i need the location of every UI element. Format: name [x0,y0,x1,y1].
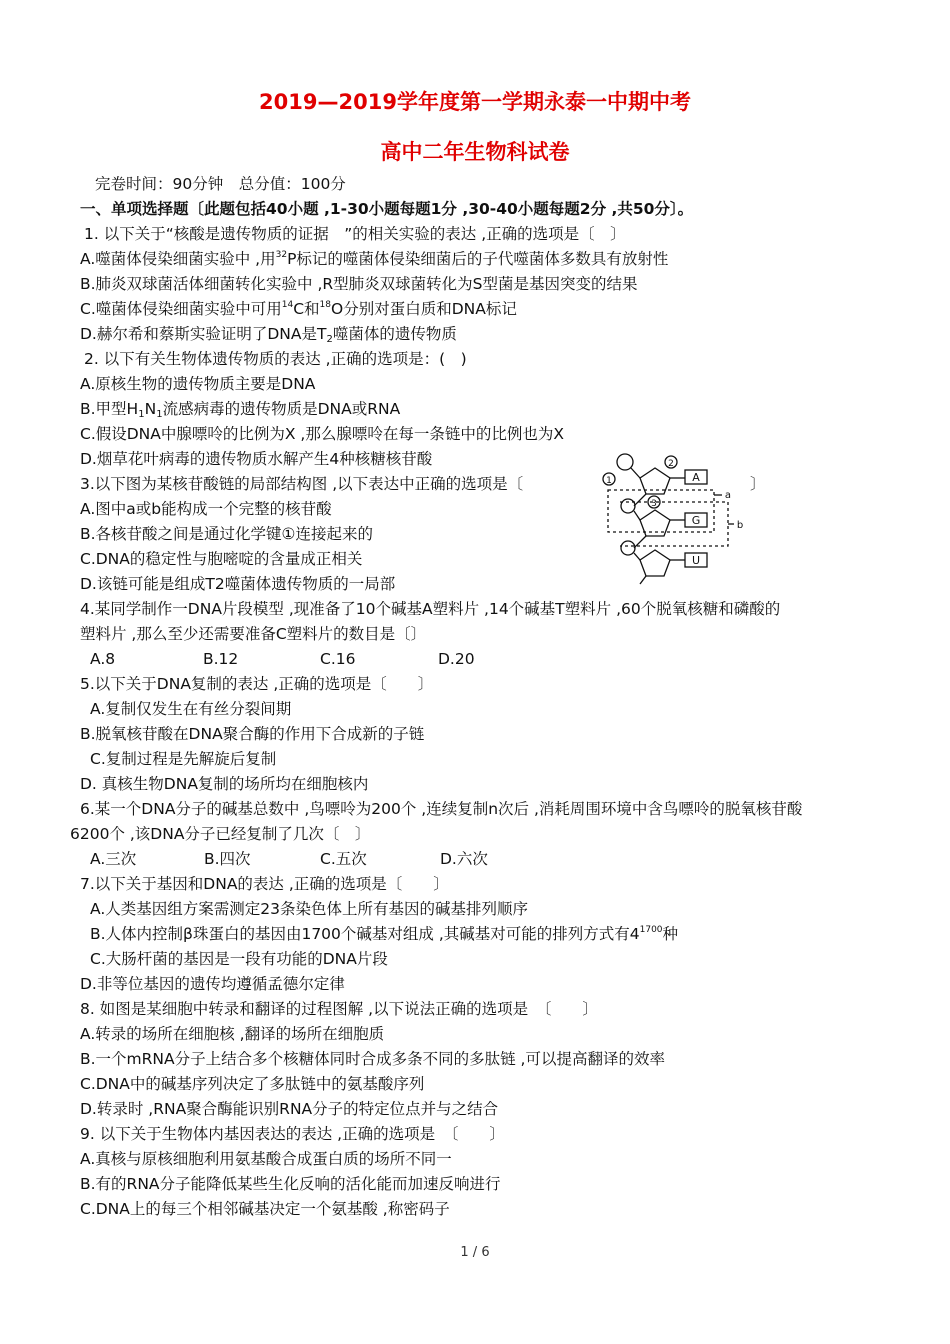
q2-option-a: A.原核生物的遗传物质主要是DNA [80,375,316,393]
q5-option-d: D. 真核生物DNA复制的场所均在细胞核内 [80,775,369,793]
nucleotide-chain-diagram [600,450,750,590]
q4-option-b: B.12 [203,650,239,668]
q4-stem-line1: 4.某同学制作一DNA片段模型 ,现准备了10个碱基A塑料片 ,14个碱基T塑料片 ,60个脱氧核糖和磷酸的 [80,600,781,618]
q3-option-b: B.各核苷酸之间是通过化学键①连接起来的 [80,525,373,543]
q3-stem: 3.以下图为某核苷酸链的局部结构图 ,以下表达中正确的选项是〔 [80,475,524,493]
q4-option-c: C.16 [320,650,356,668]
exam-meta: 完卷时间：90分钟 总分值：100分 [95,175,346,193]
q4-option-a: A.8 [90,650,116,668]
svg-text:2: 2 [668,459,674,469]
q2-option-c: C.假设DNA中腺嘌呤的比例为X ,那么腺嘌呤在每一条链中的比例也为X [80,425,564,443]
q1-option-c: C.噬菌体侵染细菌实验中可用$^{14}$C和$^{18}$O分别对蛋白质和DNA标记 [80,300,517,318]
bracket-label-b: b [736,520,744,531]
q6-option-a: A.三次 [90,850,137,868]
q7-option-b: B.人体内控制β珠蛋白的基因由1700个碱基对组成 ,其碱基对可能的排列方式有$4^{1700}$种 [90,925,679,943]
q5-option-b: B.脱氧核苷酸在DNA聚合酶的作用下合成新的子链 [80,725,425,743]
q8-option-d: D.转录时 ,RNA聚合酶能识别RNA分子的特定位点并与之结合 [80,1100,499,1118]
q5-option-a: A.复制仅发生在有丝分裂间期 [90,700,292,718]
q3-option-c: C.DNA的稳定性与胞嘧啶的含量成正相关 [80,550,363,568]
q7-option-c: C.大肠杆菌的基因是一段有功能的DNA片段 [90,950,388,968]
q2-stem: 2. 以下有关生物体遗传物质的表达 ,正确的选项是：( ) [84,350,467,368]
base-label-a: A [692,471,700,484]
exam-title: 2019—2019学年度第一学期永泰一中期中考 [259,90,691,114]
q1-option-a: A.噬菌体侵染细菌实验中 ,用$^{32}$P标记的噬菌体侵染细菌后的子代噬菌体多数具有放射性 [80,250,669,268]
svg-text:3: 3 [651,499,657,509]
svg-text:1: 1 [606,476,612,486]
q7-option-a: A.人类基因组方案需测定23条染色体上所有基因的碱基排列顺序 [90,900,528,918]
q2-option-b: B.甲型$H_1N_1$流感病毒的遗传物质是DNA或RNA [80,400,401,420]
q9-option-b: B.有的RNA分子能降低某些生化反响的活化能而加速反响进行 [80,1175,501,1193]
q7-option-d: D.非等位基因的遗传均遵循孟德尔定律 [80,975,345,993]
q7-stem: 7.以下关于基因和DNA的表达 ,正确的选项是〔 〕 [80,875,449,893]
q3-option-a: A.图中a或b能构成一个完整的核苷酸 [80,500,332,518]
q8-stem: 8. 如图是某细胞中转录和翻译的过程图解 ,以下说法正确的选项是 〔 〕 [80,1000,598,1018]
q1-option-d: D.赫尔希和蔡斯实验证明了DNA是$T_2$噬菌体的遗传物质 [80,325,457,345]
section-heading: 一、单项选择题〔此题包括40小题 ,1-30小题每题1分 ,30-40小题每题2分 ,共50分〕。 [80,200,694,218]
q2-option-d: D.烟草花叶病毒的遗传物质水解产生4种核糖核苷酸 [80,450,433,468]
q5-stem: 5.以下关于DNA复制的表达 ,正确的选项是〔 〕 [80,675,434,693]
base-label-g: G [691,514,701,527]
page-number: 1 / 6 [460,1245,490,1260]
q1-stem: 1. 以下关于“核酸是遗传物质的证据 ”的相关实验的表达 ,正确的选项是〔 〕 [84,225,626,243]
q9-option-c: C.DNA上的每三个相邻碱基决定一个氨基酸 ,称密码子 [80,1200,450,1218]
q6-option-b: B.四次 [204,850,251,868]
q6-stem-line1: 6.某一个DNA分子的碱基总数中 ,鸟嘌呤为200个 ,连续复制n次后 ,消耗周围环境中含鸟嘌呤的脱氧核苷酸 [80,800,803,818]
q5-option-c: C.复制过程是先解旋后复制 [90,750,277,768]
base-label-u: U [691,554,701,567]
q3-stem-close: 〕 [750,475,766,493]
bracket-label-a: a [724,490,732,501]
phosphate-circle [621,499,635,513]
q6-option-c: C.五次 [320,850,367,868]
q8-option-a: A.转录的场所在细胞核 ,翻译的场所在细胞质 [80,1025,385,1043]
bracket-b [620,502,728,546]
sugar-pentagon [640,550,670,576]
q1-option-b: B.肺炎双球菌活体细菌转化实验中 ,R型肺炎双球菌转化为S型菌是基因突变的结果 [80,275,638,293]
q8-option-c: C.DNA中的碱基序列决定了多肽链中的氨基酸序列 [80,1075,425,1093]
q4-stem-line2: 塑料片 ,那么至少还需要准备C塑料片的数目是〔〕 [80,625,427,643]
q6-stem-line2: 6200个 ,该DNA分子已经复制了几次〔 〕 [70,825,371,843]
q3-option-d: D.该链可能是组成T2噬菌体遗传物质的一局部 [80,575,396,593]
exam-subtitle: 高中二年生物科试卷 [380,140,570,164]
q9-option-a: A.真核与原核细胞利用氨基酸合成蛋白质的场所不同一 [80,1150,452,1168]
q8-option-b: B.一个mRNA分子上结合多个核糖体同时合成多条不同的多肽链 ,可以提高翻译的效率 [80,1050,665,1068]
q4-option-d: D.20 [438,650,475,668]
q4-options [90,649,475,669]
q6-option-d: D.六次 [440,850,488,868]
q6-options [90,849,488,869]
phosphate-circle [617,454,633,470]
phosphate-circle [621,541,635,555]
q9-stem: 9. 以下关于生物体内基因表达的表达 ,正确的选项是 〔 〕 [80,1125,505,1143]
